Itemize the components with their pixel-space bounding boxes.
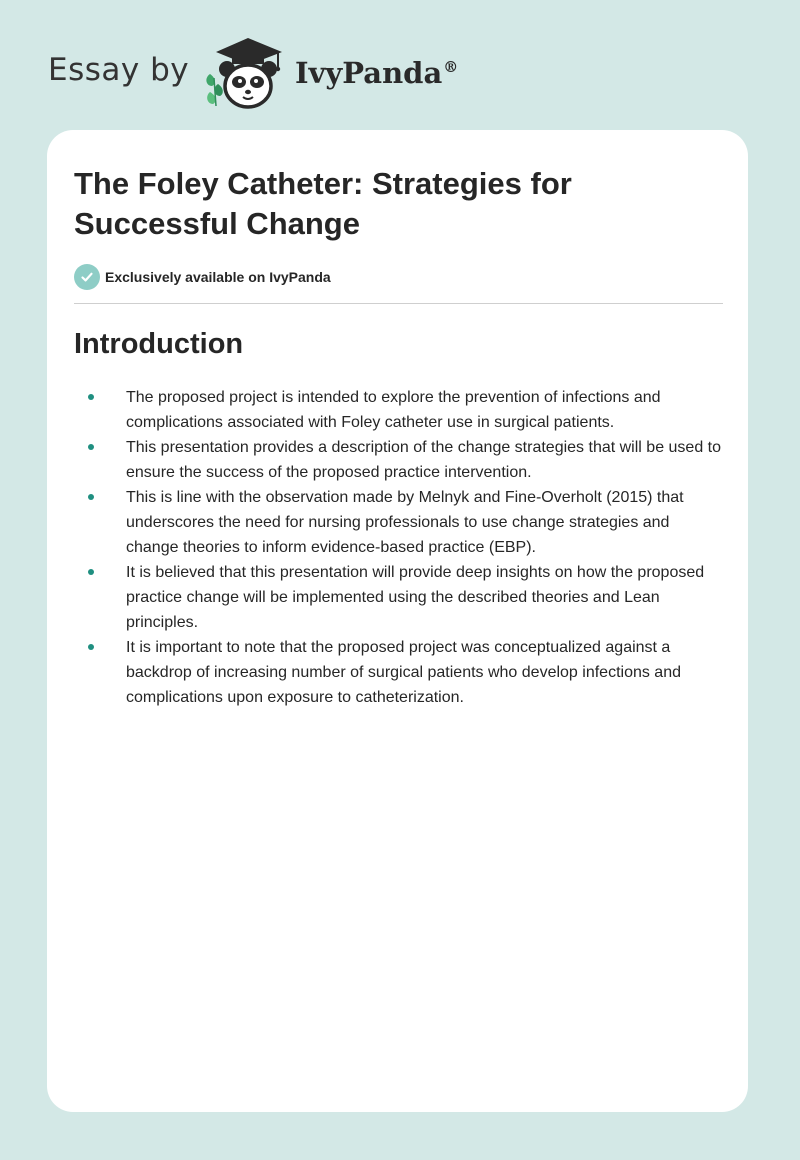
essay-by-label: Essay by [48, 52, 190, 88]
check-circle-icon [74, 264, 100, 290]
bullet-dot [88, 569, 94, 575]
bullet-dot [88, 444, 94, 450]
bullet-dot [88, 644, 94, 650]
bullet-item [74, 485, 724, 560]
brand-name[interactable] [295, 56, 458, 90]
bullet-text: This is line with the observation made by Melnyk and Fine-Overholt (2015) that underscores the need for nursing professionals to use change strategies and change theories to inform evidence-based practice (EBP). [126, 489, 684, 556]
section-heading-introduction: Introduction [74, 328, 244, 360]
registered-mark: ® [443, 58, 459, 77]
bullet-text: It is important to note that the proposed project was conceptualized against a backdrop of increasing number of surgical patients who develop infections and complications upon exposure to catheterization. [126, 639, 681, 706]
bullet-item [74, 635, 724, 710]
essay-card [47, 130, 748, 1112]
bullet-text: The proposed project is intended to explore the prevention of infections and complications associated with Foley catheter use in surgical patients. [126, 389, 661, 431]
bullet-item [74, 385, 724, 435]
bullet-item [74, 435, 724, 485]
bullet-text: This presentation provides a description of the change strategies that will be used to ensure the success of the proposed practice intervention. [126, 439, 722, 481]
bullet-dot [88, 394, 94, 400]
bullet-item [74, 560, 724, 635]
exclusive-badge-text: Exclusively available on IvyPanda [105, 269, 331, 285]
essay-title: The Foley Catheter: Strategies for Successful Change [74, 166, 572, 241]
introduction-bullet-list [74, 385, 724, 710]
title-divider [74, 303, 723, 304]
exclusive-badge [74, 263, 331, 291]
brand-name-text: IvyPanda [295, 56, 443, 90]
site-header [48, 30, 548, 110]
bullet-text: It is believed that this presentation will provide deep insights on how the proposed practice change will be implemented using the described theories and Lean principles. [126, 564, 705, 631]
bullet-dot [88, 494, 94, 500]
ivypanda-logo-icon[interactable] [202, 34, 294, 110]
